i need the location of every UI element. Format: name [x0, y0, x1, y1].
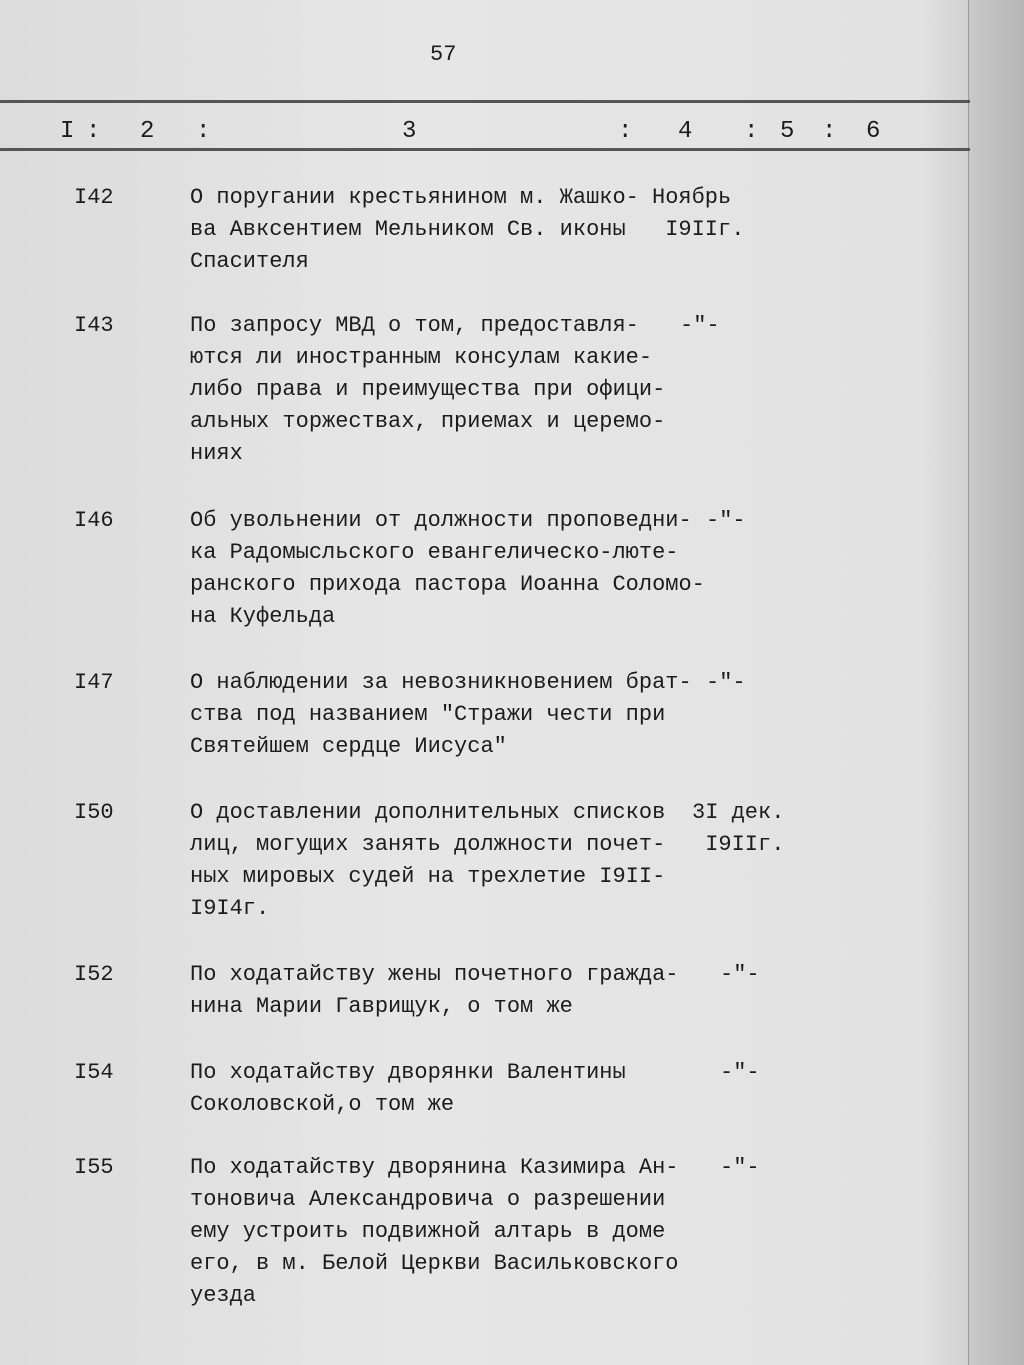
item-number: I50 — [74, 800, 114, 825]
column-6-label: 6 — [866, 118, 881, 145]
item-date: -"- — [720, 1060, 760, 1085]
item-date: -"- — [680, 313, 720, 338]
item-number: I43 — [74, 313, 114, 338]
item-text: По запросу МВД о том, предоставля- ются ли иностранным консулам какие- либо права и преимущества при офици- альных торжествах, приемах и церемо- ниях — [190, 313, 666, 466]
item-text: По ходатайству дворянина Казимира Ан- тоновича Александровича о разрешении ему устроить подвижной алтарь в доме его, в м. Белой Церкви Васильковского уезда — [190, 1155, 679, 1308]
column-1-label: I — [60, 118, 75, 145]
page-number: 57 — [430, 42, 457, 67]
column-2-label: 2 — [140, 118, 155, 145]
item-text: О доставлении дополнительных списков лиц, могущих занять должности почет- ных мировых судей на трехлетие I9II- I9I4г. — [190, 800, 666, 921]
item-number: I47 — [74, 670, 114, 695]
item-text: По ходатайству дворянки Валентины Соколовской,о том же — [190, 1060, 626, 1117]
separator: : — [196, 118, 211, 145]
header-rule-bottom — [0, 148, 970, 151]
page-edge — [968, 0, 1024, 1365]
column-3-label: 3 — [402, 118, 417, 145]
header-rule-top — [0, 100, 970, 103]
item-number: I46 — [74, 508, 114, 533]
separator: : — [822, 118, 837, 145]
item-text: По ходатайству жены почетного гражда- нина Марии Гаврищук, о том же — [190, 962, 679, 1019]
item-number: I54 — [74, 1060, 114, 1085]
item-date: -"- — [720, 962, 760, 987]
item-date: -"- — [720, 1155, 760, 1180]
separator: : — [618, 118, 633, 145]
item-text: Об увольнении от должности проповедни- ка Радомысльского евангелическо-люте- ранского прихода пастора Иоанна Соломо- на Куфельда — [190, 508, 705, 629]
item-date: 3I дек. I9IIг. — [692, 800, 785, 857]
item-number: I52 — [74, 962, 114, 987]
item-text: О поругании крестьянином м. Жашко- ва Авксентием Мельником Св. иконы Спасителя — [190, 185, 639, 274]
item-number: I55 — [74, 1155, 114, 1180]
column-4-label: 4 — [678, 118, 693, 145]
separator: : — [86, 118, 101, 145]
item-text: О наблюдении за невозникновением брат- ства под названием "Стражи чести при Святейшем сердце Иисуса" — [190, 670, 692, 759]
item-number: I42 — [74, 185, 114, 210]
item-date: -"- — [706, 670, 746, 695]
item-date: Ноябрь I9IIг. — [652, 185, 745, 242]
column-5-label: 5 — [780, 118, 795, 145]
separator: : — [744, 118, 759, 145]
item-date: -"- — [706, 508, 746, 533]
